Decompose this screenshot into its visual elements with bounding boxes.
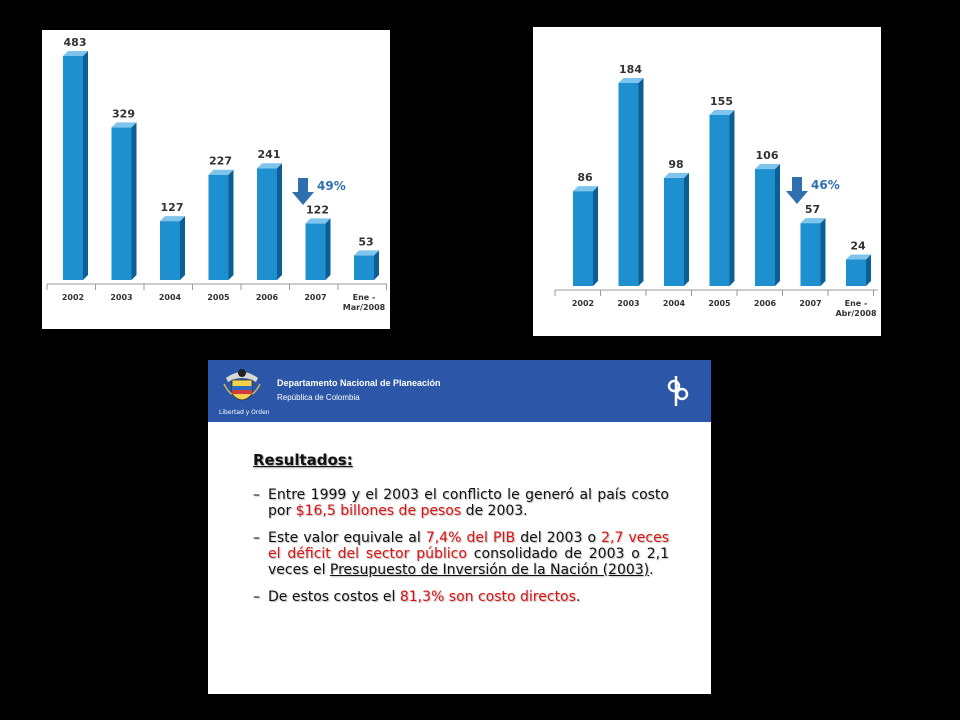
bar-side [639, 78, 644, 286]
bullet-highlight: 2,7 veces el déficit del sector público [268, 530, 670, 562]
bar-value-label: 53 [358, 235, 374, 249]
x-tick-label: 2005 [207, 293, 230, 302]
bar-side [132, 122, 137, 280]
bar-value-label: 127 [160, 201, 184, 215]
bullet-underlined: Presupuesto de Inversión de la Nación (2003) [329, 562, 650, 578]
bullet-highlight: 81,3% son costo directos [399, 589, 576, 605]
slide-body [253, 452, 669, 616]
x-tick-label: 2006 [753, 299, 777, 308]
x-tick-label: 2006 [255, 293, 279, 302]
bullet-1 [253, 487, 669, 519]
bar-value-label: 106 [755, 149, 779, 163]
bar-value-label: 98 [668, 157, 684, 171]
x-tick-label: 2007 [304, 293, 327, 302]
bar [306, 223, 326, 280]
bar-value-label: 241 [257, 148, 281, 162]
x-tick-label: 2007 [799, 299, 822, 308]
bullet-highlight: $16,5 billones de pesos [295, 503, 462, 519]
bar [160, 221, 180, 280]
bullet-3 [253, 589, 669, 605]
x-tick-label: 2004 [158, 293, 182, 302]
x-tick-label: 2002 [571, 299, 595, 308]
bar [63, 56, 83, 280]
bar [755, 169, 775, 286]
bar-value-label: 184 [619, 63, 642, 76]
chart-panel-right [533, 27, 881, 336]
bar [112, 127, 132, 280]
bar-side [180, 216, 185, 280]
bar-value-label: 155 [710, 94, 733, 108]
bar-side [775, 164, 780, 286]
bullet-text: consolidado de 2003 o 2,1 veces el [268, 546, 669, 578]
bar-value-label: 483 [63, 36, 87, 49]
bar-side [374, 250, 379, 280]
bar-side [730, 110, 735, 286]
bar-side [229, 170, 234, 280]
bar-chart-left [42, 30, 390, 329]
bar [710, 115, 730, 286]
x-tick-label: Mar/2008 [342, 303, 386, 312]
coat-of-arms-icon [220, 364, 264, 408]
bullet-highlight: 7,4% del PIB [425, 530, 516, 546]
bar-chart-right [533, 27, 881, 336]
slide-heading: Resultados: [253, 451, 353, 469]
bar-side [326, 218, 331, 280]
bullet-text: Este valor equivale al [268, 530, 426, 546]
x-tick-label: 2003 [110, 293, 133, 302]
x-tick-label: 2003 [617, 299, 640, 308]
bullet-dash: – [253, 487, 260, 503]
bullet-text: De estos costos el [268, 589, 400, 605]
bar-value-label: 57 [804, 203, 821, 217]
bullet-dash: – [253, 530, 260, 546]
bar [209, 175, 229, 280]
bar [846, 260, 866, 286]
bar-value-label: 329 [112, 107, 135, 121]
x-tick-label: Ene - [352, 293, 376, 302]
x-tick-label: Abr/2008 [835, 309, 877, 318]
bar [257, 168, 277, 280]
bullet-text: de 2003. [461, 503, 528, 519]
bullet-2 [253, 530, 669, 578]
bar-value-label: 86 [577, 171, 593, 185]
bar-value-label: 227 [209, 154, 232, 168]
bar-side [593, 186, 598, 286]
slide-thumbnail [208, 360, 711, 694]
bar [354, 255, 374, 280]
bullet-text: . [575, 589, 581, 605]
bar [801, 223, 821, 286]
org-name: Departamento Nacional de Planeación [277, 378, 441, 388]
crest-caption: Libertad y Orden [219, 409, 270, 416]
decrease-annotation: 46% [811, 178, 840, 192]
down-arrow-icon [786, 177, 808, 204]
bullet-text: . [649, 562, 654, 578]
bullet-text: del 2003 o [515, 530, 602, 546]
bullet-text: Entre 1999 y el 2003 el conflicto le generó al país costo por [268, 487, 669, 519]
bar [573, 191, 593, 286]
x-tick-label: Ene - [844, 299, 868, 308]
x-tick-label: 2005 [708, 299, 731, 308]
decrease-annotation: 49% [317, 179, 346, 193]
chart-panel-left [42, 30, 390, 329]
bar-side [684, 173, 689, 286]
bar-value-label: 122 [306, 203, 329, 217]
slide-header [208, 360, 711, 422]
bar [664, 178, 684, 286]
bar-side [277, 163, 282, 280]
org-subtitle: República de Colombia [277, 393, 360, 402]
dnp-logo-icon [666, 374, 696, 408]
x-tick-label: 2002 [61, 293, 85, 302]
bar [619, 83, 639, 286]
bar-side [83, 51, 88, 280]
bar-side [866, 255, 871, 286]
bar-side [821, 218, 826, 286]
down-arrow-icon [292, 178, 314, 205]
bar-value-label: 24 [850, 239, 866, 253]
x-tick-label: 2004 [662, 299, 686, 308]
bullet-dash: – [253, 589, 260, 605]
